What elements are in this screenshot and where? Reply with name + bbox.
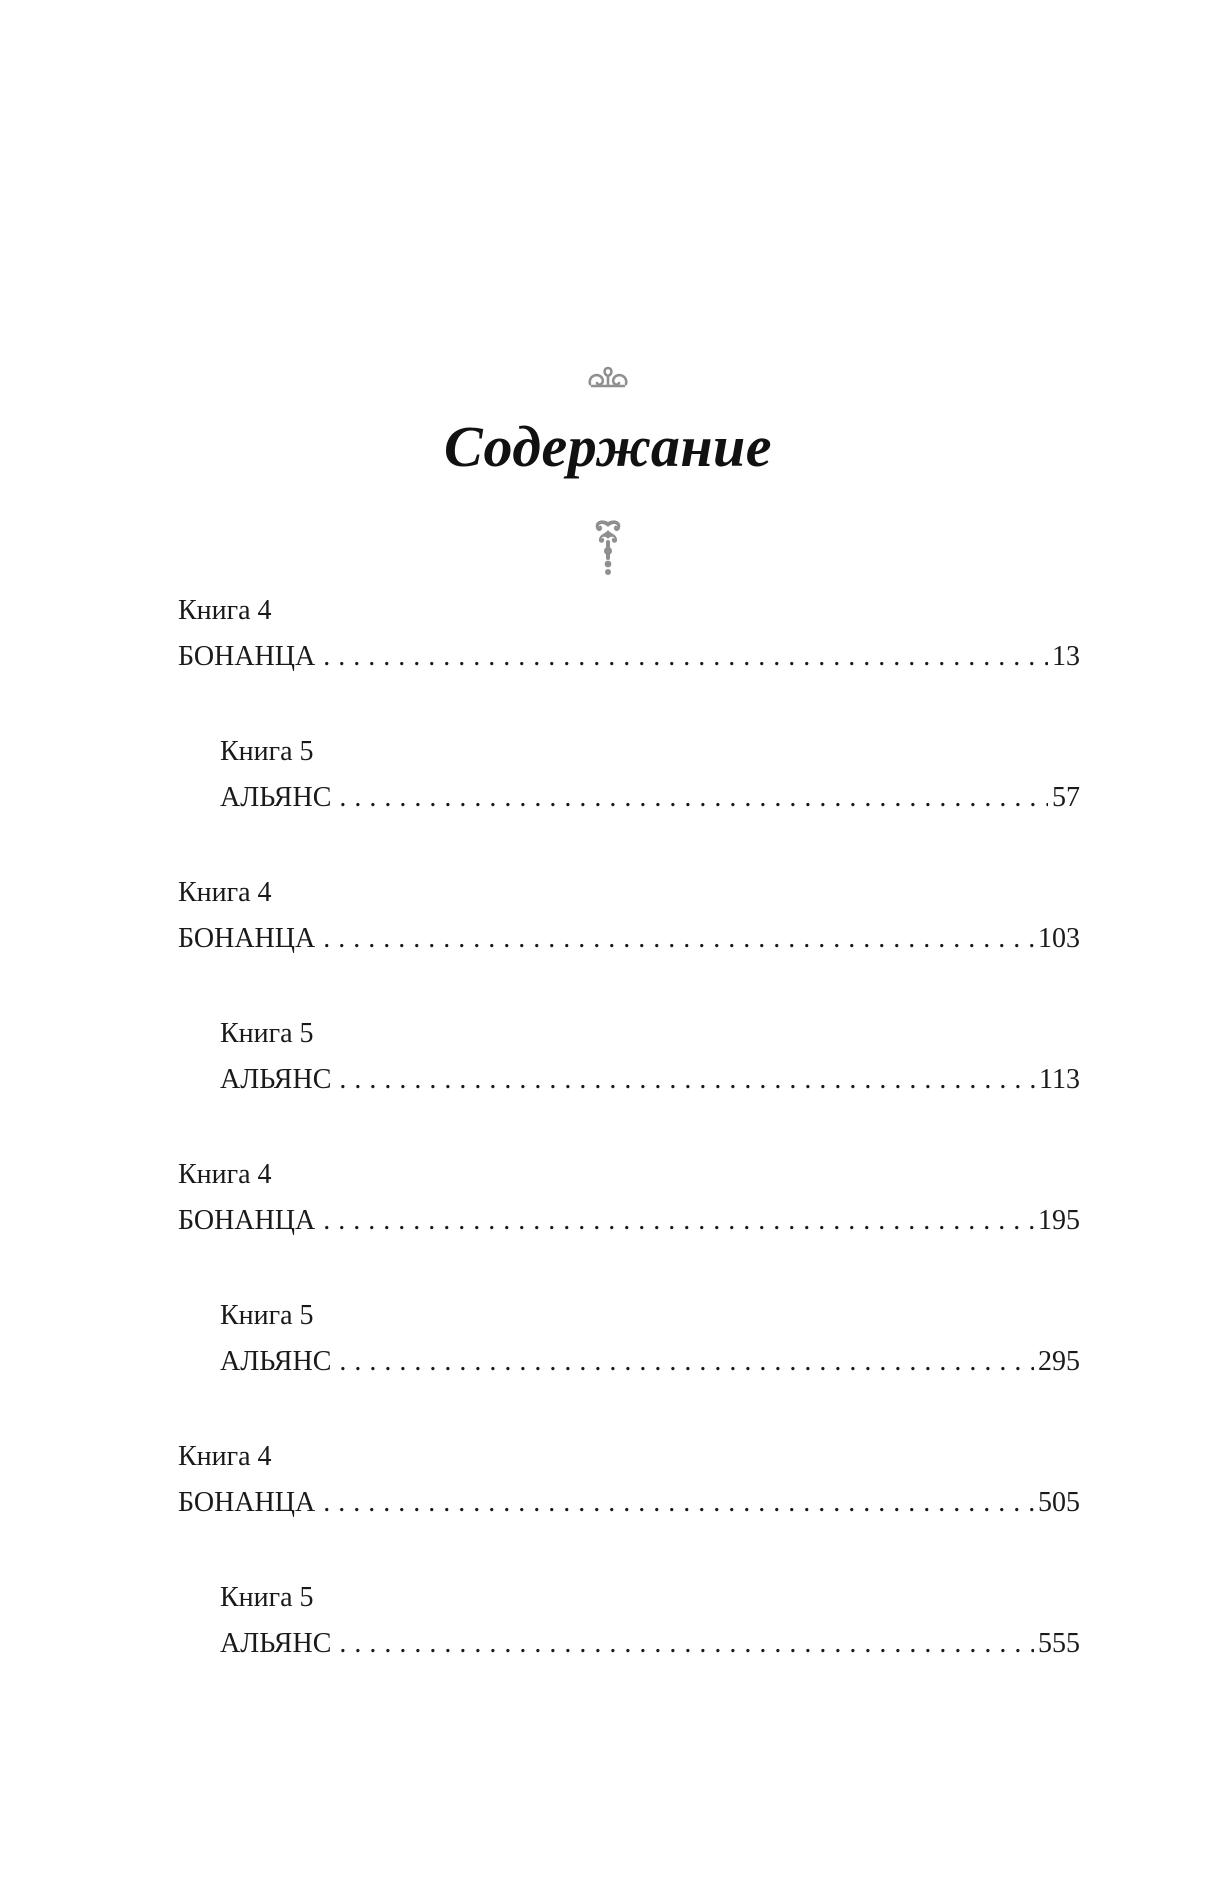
toc-book-label: Книга 4 xyxy=(178,1159,272,1190)
toc-line xyxy=(178,916,1080,962)
toc-title: БОНАНЦА xyxy=(178,1487,316,1518)
toc-entry[interactable] xyxy=(178,870,1080,1011)
table-of-contents xyxy=(178,588,1080,1716)
toc-page-number: 13 xyxy=(1052,641,1080,672)
toc-page-number: 113 xyxy=(1039,1064,1080,1095)
toc-page-number: 103 xyxy=(1038,923,1080,954)
toc-page-number: 295 xyxy=(1038,1346,1080,1377)
scroll-ornament-icon xyxy=(0,362,1216,396)
toc-page-number: 505 xyxy=(1038,1487,1080,1518)
toc-book-label: Книга 5 xyxy=(220,1300,314,1331)
toc-leader-dots xyxy=(323,634,1048,680)
toc-leader-dots xyxy=(323,1480,1034,1526)
toc-leader-dots xyxy=(323,1198,1034,1244)
toc-line xyxy=(220,775,1080,821)
toc-title: АЛЬЯНС xyxy=(220,782,332,813)
toc-page-number: 57 xyxy=(1052,782,1080,813)
toc-leader-dots xyxy=(323,916,1034,962)
toc-page-number: 555 xyxy=(1038,1628,1080,1659)
toc-leader-dots xyxy=(339,1621,1034,1667)
toc-line xyxy=(220,1339,1080,1385)
toc-book-label: Книга 4 xyxy=(178,877,272,908)
toc-book-label: Книга 4 xyxy=(178,595,272,626)
toc-entry[interactable] xyxy=(178,1434,1080,1575)
toc-book-label: Книга 5 xyxy=(220,1018,314,1049)
toc-line xyxy=(220,1621,1080,1667)
toc-leader-dots xyxy=(339,1057,1035,1103)
toc-title: БОНАНЦА xyxy=(178,1205,316,1236)
toc-title: АЛЬЯНС xyxy=(220,1628,332,1659)
page-title: Содержание xyxy=(443,414,773,479)
toc-entry[interactable] xyxy=(220,729,1080,870)
toc-title: БОНАНЦА xyxy=(178,923,316,954)
toc-line xyxy=(178,1480,1080,1526)
toc-line xyxy=(220,1057,1080,1103)
toc-entry[interactable] xyxy=(220,1575,1080,1716)
toc-leader-dots xyxy=(339,1339,1034,1385)
fleuron-ornament-icon xyxy=(0,518,1216,580)
toc-title: АЛЬЯНС xyxy=(220,1346,332,1377)
toc-line xyxy=(178,1198,1080,1244)
toc-line xyxy=(178,634,1080,680)
toc-book-label: Книга 4 xyxy=(178,1441,272,1472)
toc-entry[interactable] xyxy=(220,1293,1080,1434)
toc-book-label: Книга 5 xyxy=(220,736,314,767)
toc-entry[interactable] xyxy=(178,1152,1080,1293)
toc-leader-dots xyxy=(339,775,1048,821)
toc-page-number: 195 xyxy=(1038,1205,1080,1236)
toc-entry[interactable] xyxy=(178,588,1080,729)
toc-book-label: Книга 5 xyxy=(220,1582,314,1613)
toc-title: БОНАНЦА xyxy=(178,641,316,672)
toc-entry[interactable] xyxy=(220,1011,1080,1152)
toc-title: АЛЬЯНС xyxy=(220,1064,332,1095)
